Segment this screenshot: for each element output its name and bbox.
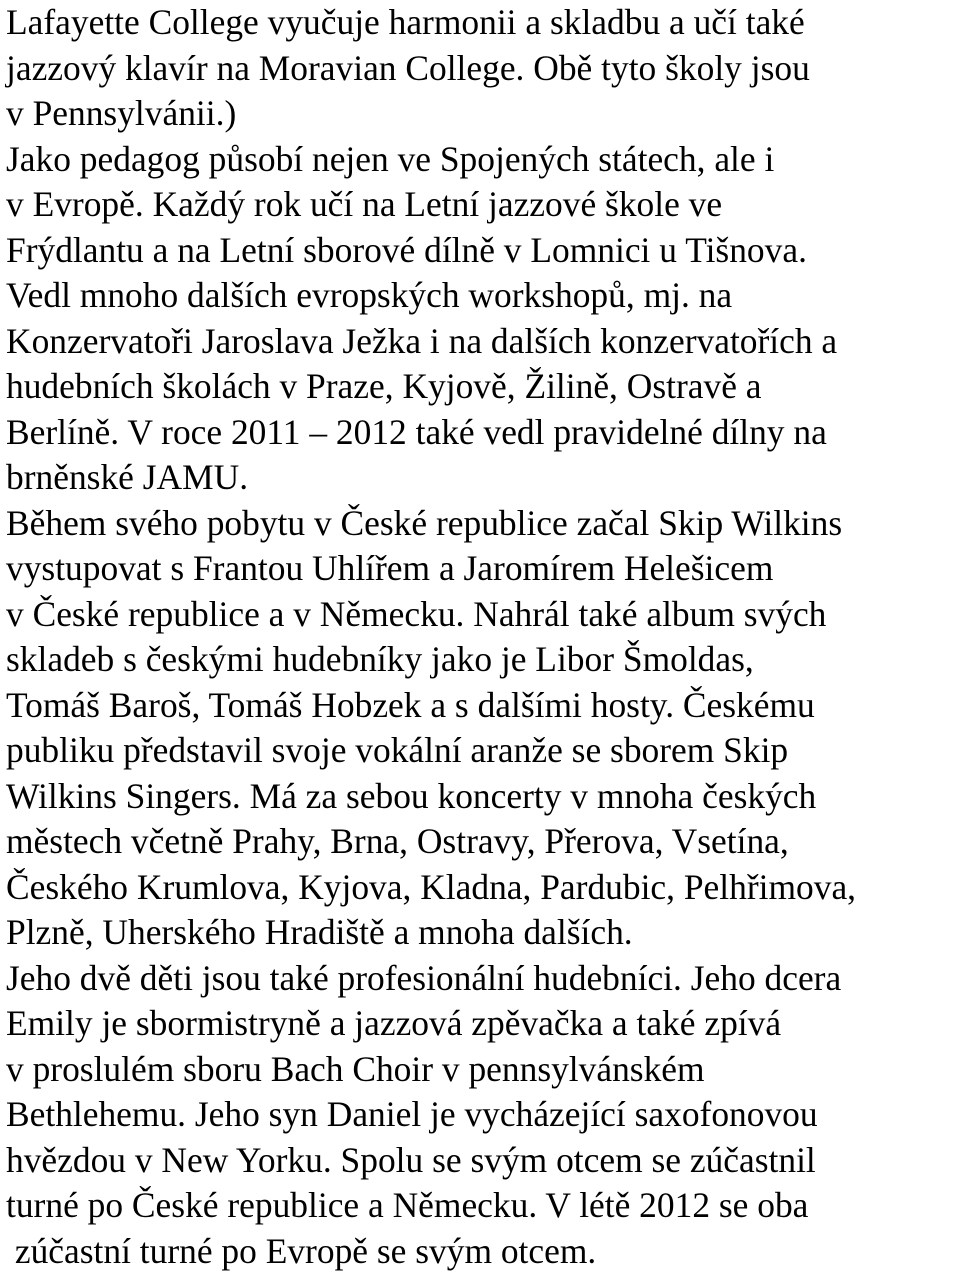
text-line: Jeho dvě děti jsou také profesionální hudebníci. Jeho dcera: [6, 957, 842, 998]
text-line: Tomáš Baroš, Tomáš Hobzek a s dalšími hosty. Českému: [6, 684, 815, 725]
text-line: jazzový klavír na Moravian College. Obě tyto školy jsou: [6, 47, 810, 88]
text-line: publiku představil svoje vokální aranže se sborem Skip: [6, 730, 789, 770]
text-line: vystupovat s Frantou Uhlířem a Jaromírem Helešicem: [6, 548, 774, 588]
text-line: Wilkins Singers. Má za sebou koncerty v mnoha českých: [6, 775, 817, 816]
text-line: Frýdlantu a na Letní sborové dílně v Lomnici u Tišnova.: [6, 229, 807, 270]
text-line: Konzervatoři Jaroslava Ježka i na dalších konzervatořích a: [6, 320, 838, 361]
text-line: hvězdou v New Yorku. Spolu se svým otcem se zúčastnil: [6, 1139, 816, 1180]
text-line: Během svého pobytu v České republice začal Skip Wilkins: [6, 502, 843, 543]
text-line: Lafayette College vyučuje harmonii a skladbu a učí také: [6, 2, 805, 42]
text-line: městech včetně Prahy, Brna, Ostravy, Přerova, Vsetína,: [6, 821, 789, 861]
text-line: v proslulém sboru Bach Choir v pennsylvánském: [6, 1048, 705, 1089]
text-line: hudebních školách v Praze, Kyjově, Žilině, Ostravě a: [6, 366, 762, 406]
text-line: v Pennsylvánii.): [6, 93, 237, 133]
text-line: Vedl mnoho dalších evropských workshopů, mj. na: [6, 275, 733, 315]
text-line: Berlíně. V roce 2011 – 2012 také vedl pravidelné dílny na: [6, 411, 827, 452]
text-line: brněnské JAMU.: [6, 457, 249, 497]
text-line: v Evropě. Každý rok učí na Letní jazzové škole ve: [6, 184, 723, 224]
text-line: skladeb s českými hudebníky jako je Libor Šmoldas,: [6, 639, 754, 679]
text-line: Českého Krumlova, Kyjova, Kladna, Pardubic, Pelhřimova,: [6, 866, 857, 907]
text-line: Plzně, Uherského Hradiště a mnoha dalších.: [6, 912, 633, 952]
text-line: Jako pedagog působí nejen ve Spojených státech, ale i: [6, 138, 775, 179]
text-line: turné po České republice a Německu. V létě 2012 se oba: [6, 1185, 809, 1225]
text-line: v České republice a v Německu. Nahrál také album svých: [6, 593, 827, 634]
text-line: Bethlehemu. Jeho syn Daniel je vycházející saxofonovou: [6, 1094, 818, 1134]
document-page: [6, 0, 956, 1274]
text-line: zúčastní turné po Evropě se svým otcem.: [6, 1230, 597, 1271]
text-line: Emily je sbormistryně a jazzová zpěvačka a také zpívá: [6, 1003, 782, 1043]
